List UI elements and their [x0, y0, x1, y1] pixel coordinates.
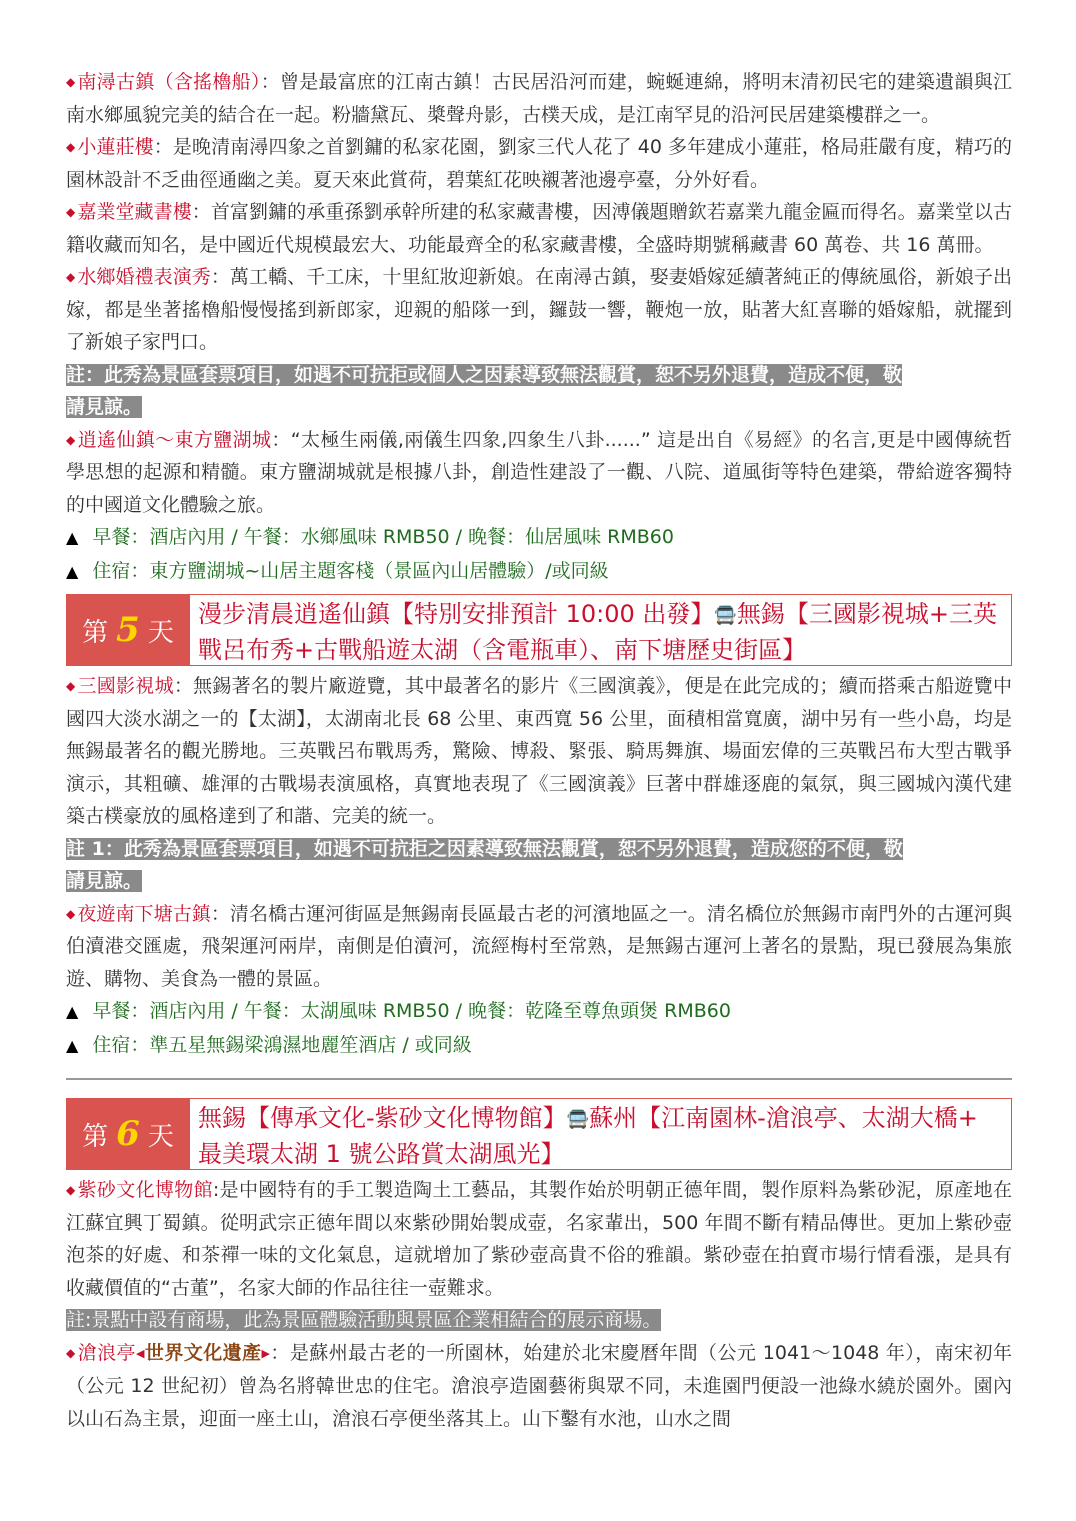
section-three-kingdoms: ◆ 三國影視城：無錫著名的製片廠遊覽，其中最著名的影片《三國演義》，便是在此完成的；續而搭乘古船遊覽中國四大淡水湖之一的【太湖】，太湖南北長 68 公里、東西寬 56 公里，面積相當寬廣，湖中另有一些小島，均是無錫最著名的觀光勝地。三英戰呂布戰馬秀，驚險、博殺、緊張、騎馬舞旗、場面宏偉的三英戰呂布大型古戰爭演示，其粗礦、雄渾的古戰場表演風格，真實地表現了《三國演義》巨著中群雄逐鹿的氣氛，與三國城內漢代建築古樸豪放的風格達到了和諧、完美的統一。 [66, 675, 1012, 827]
diamond-icon: ◆ [66, 75, 76, 89]
section-zisha-museum: ◆ 紫砂文化博物館:是中國特有的手工製造陶土工藝品，其製作始於明朝正德年間，製作原料為紫砂泥，原產地在江蘇宜興丁蜀鎮。從明武宗正德年間以來紫砂開始製成壺，名家輩出，500 年間不斷有精品傳世。更加上紫砂壺泡茶的好處、和茶禪一味的文化氣息，這就增加了紫砂壺高貴不俗的雅韻。紫砂壺在拍賣市場行情看漲，是具有收藏價值的“古董”，名家大師的作品往往一壺難求。 [66, 1179, 1012, 1299]
diamond-icon: ◆ [66, 270, 76, 284]
left-arrow-icon: ◀ [135, 1346, 145, 1360]
section-jiayetang: ◆ 嘉業堂藏書樓：首富劉鏞的承重孫劉承幹所建的私家藏書樓，因溥儀題贈欽若嘉業九龍金匾而得名。嘉業堂以古籍收藏而知名，是中國近代規模最宏大、功能最齊全的私家藏書樓，全盛時期號稱藏書 60 萬卷、共 16 萬冊。 [66, 201, 1012, 256]
day-title: 漫步清晨逍遙仙鎮【特別安排預計 10:00 出發】🚍無錫【三國影視城+三英 戰呂布秀+古戰船遊太湖（含電瓶車）、南下塘歷史街區】 [190, 594, 1012, 666]
lodging-line: ▲ 住宿：東方鹽湖城~山居主題客棧（景區內山居體驗）/或同級 [66, 559, 609, 582]
day-badge: 第 5 天 [66, 594, 190, 666]
triangle-icon: ▲ [66, 1035, 79, 1055]
section-canglangting: ◆ 滄浪亭◀世界文化遺產▶：是蘇州最古老的一所園林，始建於北宋慶曆年間（公元 1041～1048 年），南宋初年（公元 12 世紀初）曾為名將韓世忠的住宅。滄浪亭造園藝術與眾不同，未進園門便設一池綠水繞於園外。園內以山石為主景，迎面一座土山，滄浪石亭便坐落其上。山下鑿有水池，山水之間 [66, 1341, 1012, 1430]
diamond-icon: ◆ [66, 205, 76, 219]
triangle-icon: ▲ [66, 528, 79, 547]
meal-line: ▲ 早餐：酒店內用 / 午餐：水鄉風味 RMB50 / 晚餐：仙居風味 RMB60 [66, 526, 674, 548]
diamond-icon: ◆ [66, 906, 76, 921]
note-wedding: 註：此秀為景區套票項目，如遇不可抗拒或個人之因素導致無法觀賞，恕不另外退費，造成不便，敬 請見諒。 [66, 363, 903, 418]
note-shop: 註:景點中設有商場，此為景區體驗活動與景區企業相結合的展示商場。 [66, 1309, 662, 1331]
section-salt-lake-city: ◆ 逍遙仙鎮～東方鹽湖城：“太極生兩儀,兩儀生四象,四象生八卦......” 這是出自《易經》的名言,更是中國傳統哲學思想的起源和精髓。東方鹽湖城就是根據八卦，創造性建設了一觀、八院、道風街等特色建築，帶給遊客獨特的中國道文化體驗之旅。 [66, 428, 1012, 516]
section-xiaolianzhuang: ◆ 小蓮莊樓：是晚清南潯四象之首劉鏞的私家花園，劉家三代人花了 40 多年建成小蓮莊，格局莊嚴有度，精巧的園林設計不乏曲徑通幽之美。夏天來此賞荷，碧葉紅花映襯著池邊亭臺，分外好看。 [66, 136, 1012, 191]
diamond-icon: ◆ [66, 1183, 76, 1197]
day-badge: 第 6 天 [66, 1098, 190, 1170]
divider [66, 1078, 1012, 1080]
section-wedding-show: ◆ 水鄉婚禮表演秀：萬工轎、千工床，十里紅妝迎新娘。在南潯古鎮，娶妻婚嫁延續著純正的傳統風俗，新娘子出嫁，都是坐著搖櫓船慢慢搖到新郎家，迎親的船隊一到，鑼鼓一響，鞭炮一放，貼著大紅喜聯的婚嫁船，就擺到了新娘子家門口。 [66, 266, 1012, 353]
note-three-kingdoms: 註 1：此秀為景區套票項目，如遇不可抗拒之因素導致無法觀賞，恕不另外退費，造成您的不便，敬 請見諒。 [66, 837, 903, 892]
diamond-icon: ◆ [66, 432, 76, 447]
day-title: 無錫【傳承文化-紫砂文化博物館】🚍蘇州【江南園林-滄浪亭、太湖大橋+ 最美環太湖 1 號公路賞太湖風光】 [190, 1098, 1012, 1170]
diamond-icon: ◆ [66, 140, 76, 154]
lodging-line: ▲ 住宿：準五星無錫梁鴻濕地麗笙酒店 / 或同級 [66, 1033, 472, 1056]
triangle-icon: ▲ [66, 1002, 79, 1021]
section-nanxiatang: ◆ 夜遊南下塘古鎮：清名橋古運河街區是無錫南長區最古老的河濱地區之一。清名橋位於無錫市南門外的古運河與伯瀆港交匯處，飛架運河兩岸，南側是伯瀆河，流經梅村至常熟，是無錫古運河上著名的景點，現已發展為集旅遊、購物、美食為一體的景區。 [66, 902, 1012, 990]
bus-icon: 🚍 [714, 605, 737, 626]
diamond-icon: ◆ [66, 679, 76, 693]
bus-icon: 🚍 [566, 1109, 590, 1130]
meal-line: ▲ 早餐：酒店內用 / 午餐：太湖風味 RMB50 / 晚餐：乾隆至尊魚頭煲 RMB60 [66, 1000, 731, 1022]
day-6-header [66, 1098, 1012, 1170]
section-nanxun: ◆ 南潯古鎮（含搖櫓船）：曾是最富庶的江南古鎮！古民居沿河而建，蜿蜒連綿，將明末清初民宅的建築遺韻與江南水鄉風貌完美的結合在一起。粉牆黛瓦、槳聲舟影，古樸天成，是江南罕見的沿河民居建築樓群之一。 [66, 71, 1012, 126]
diamond-icon: ◆ [66, 1345, 76, 1360]
day-5-header [66, 594, 1012, 666]
right-arrow-icon: ▶ [261, 1346, 271, 1360]
triangle-icon: ▲ [66, 561, 79, 581]
